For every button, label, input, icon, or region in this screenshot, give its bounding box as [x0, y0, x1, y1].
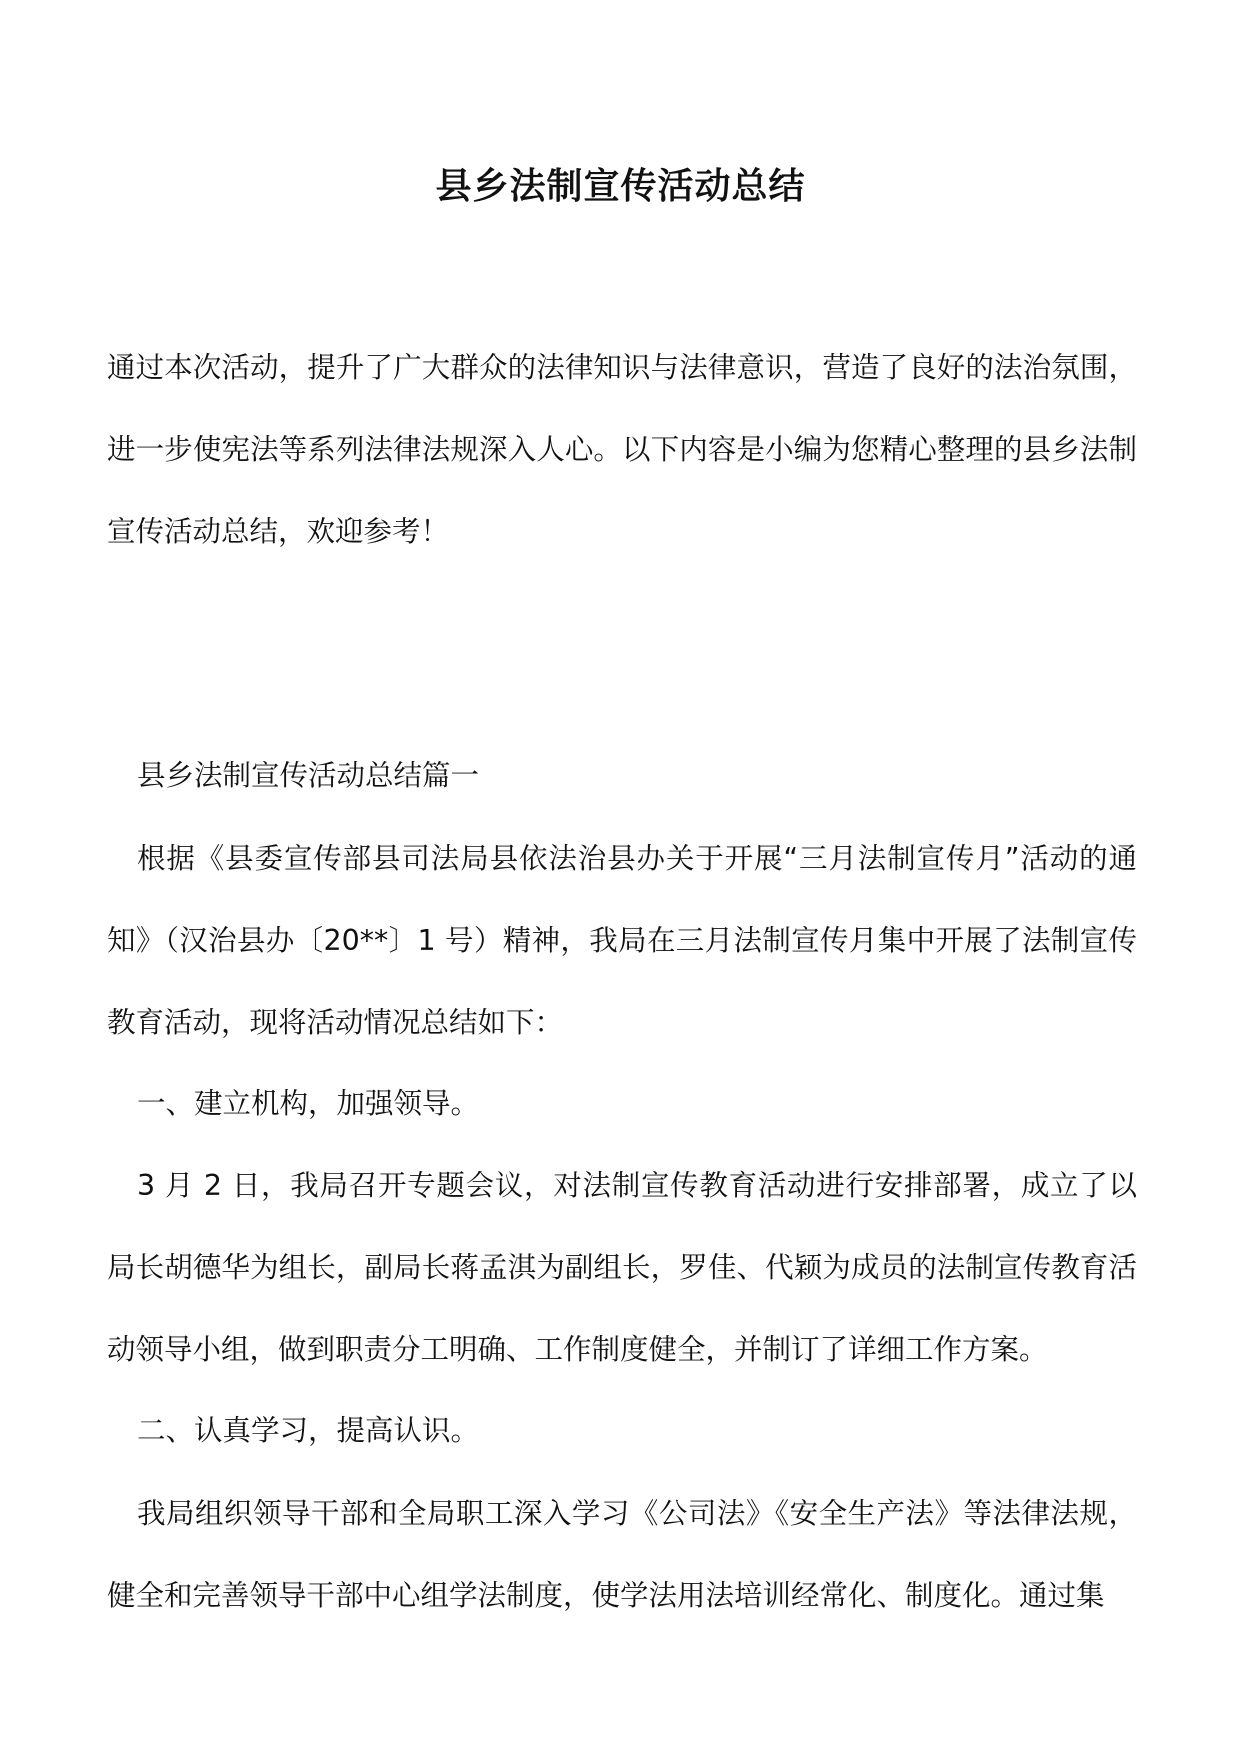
paragraph-study: 我局组织领导干部和全局职工深入学习《公司法》《安全生产法》等法律法规，健全和完善领导干部中心组学法制度，使学法用法培训经常化、制度化。通过集	[107, 1497, 1137, 1612]
document-title: 县乡法制宣传活动总结	[435, 165, 806, 207]
intro-paragraph: 通过本次活动，提升了广大群众的法律知识与法律意识，营造了良好的法治氛围，进一步使宪法等系列法律法规深入人心。以下内容是小编为您精心整理的县乡法制宣传活动总结，欢迎参考！	[107, 351, 1137, 548]
paragraph-basis: 根据《县委宣传部县司法局县依法治县办关于开展“三月法制宣传月”活动的通知》（汉治县办〔20**〕1 号）精神，我局在三月法制宣传月集中开展了法制宣传教育活动，现将活动情况总结如下：	[107, 842, 1137, 1039]
section-heading: 县乡法制宣传活动总结篇一	[137, 759, 480, 792]
subheading-organization: 一、建立机构，加强领导。	[137, 1087, 480, 1120]
subheading-study: 二、认真学习，提高认识。	[137, 1414, 480, 1447]
paragraph-organization: 3 月 2 日，我局召开专题会议，对法制宣传教育活动进行安排部署，成立了以局长胡德华为组长，副局长蒋孟淇为副组长，罗佳、代颖为成员的法制宣传教育活动领导小组，做到职责分工明确、工作制度健全，并制订了详细工作方案。	[107, 1169, 1137, 1366]
